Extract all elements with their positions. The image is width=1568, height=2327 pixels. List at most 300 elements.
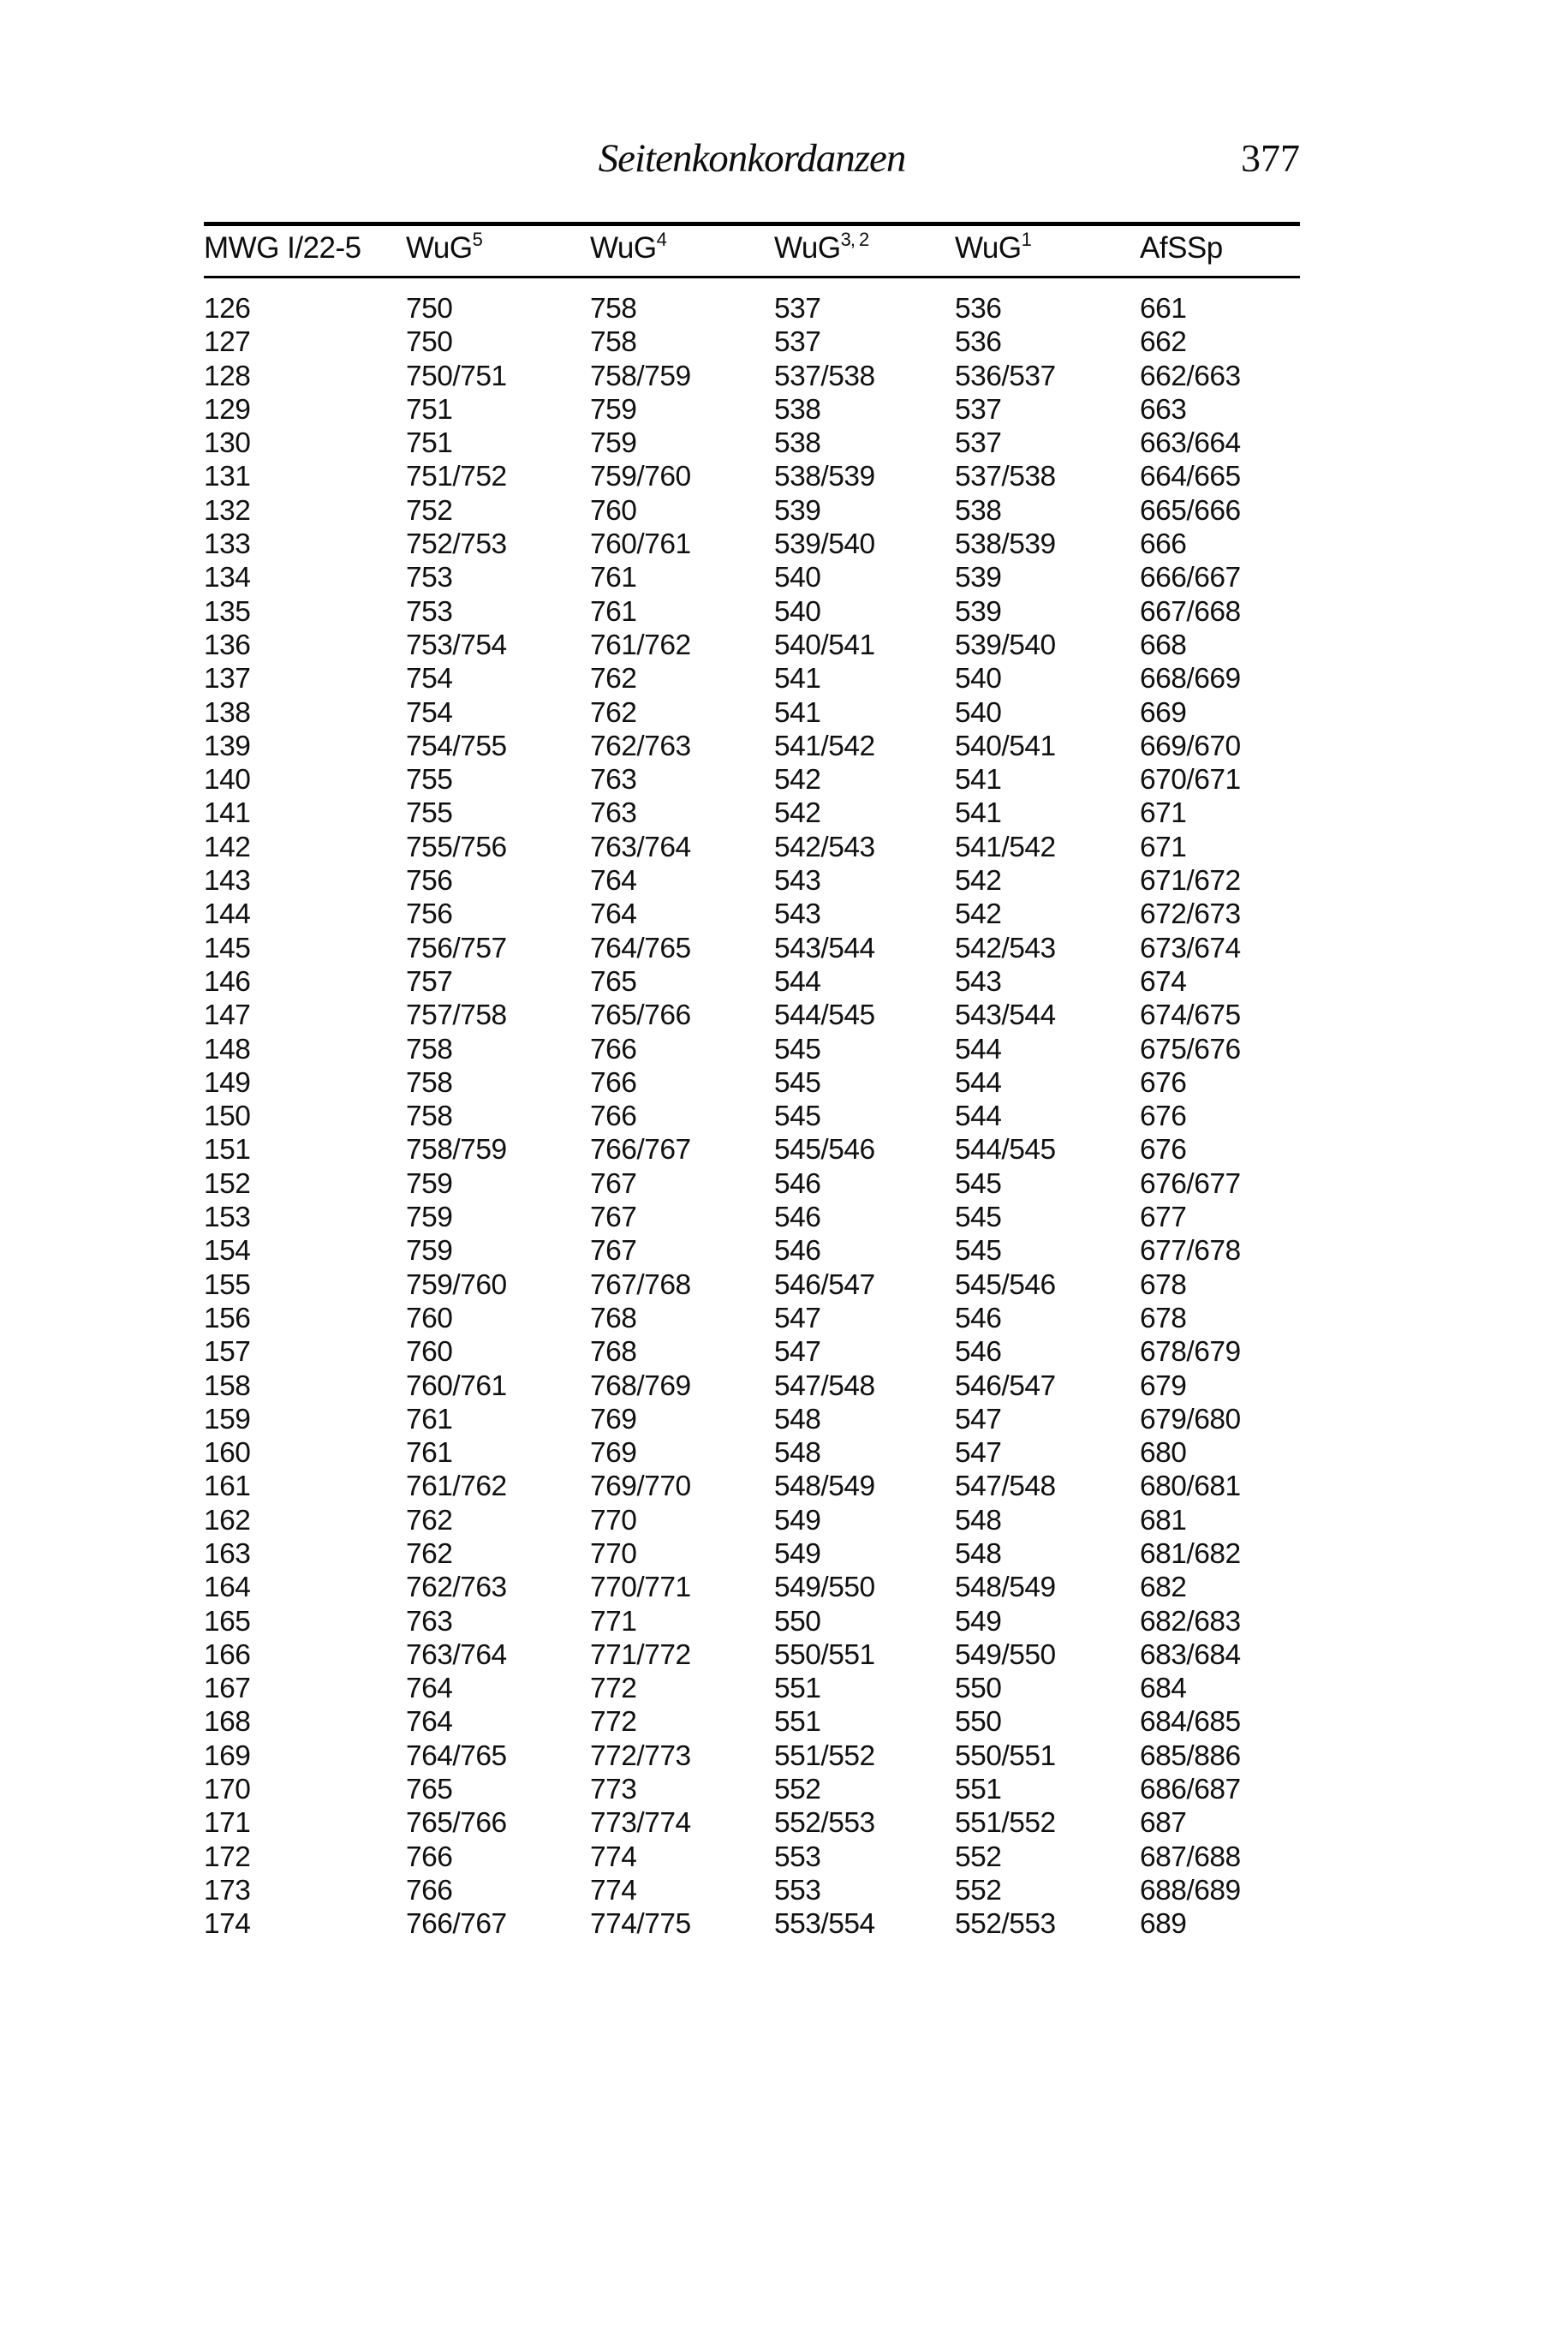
table-cell: 763/764: [406, 1638, 507, 1671]
table-row: [204, 662, 1300, 695]
table-cell: 538: [774, 393, 821, 426]
table-cell: 171: [204, 1807, 251, 1840]
table-cell: 759: [590, 427, 637, 460]
table-cell: 765/766: [590, 999, 691, 1032]
table-cell: 137: [204, 663, 251, 695]
table-cell: 679/680: [1140, 1403, 1241, 1435]
table-body: [204, 292, 1300, 1942]
table-row: [204, 1705, 1300, 1739]
table-cell: 543: [955, 965, 1002, 998]
table-cell: 774/775: [590, 1908, 691, 1941]
table-row: [204, 360, 1300, 393]
table-cell: 764/765: [406, 1739, 507, 1772]
table-cell: 667/668: [1140, 595, 1241, 628]
table-cell: 547: [955, 1437, 1002, 1470]
table-cell: 549/550: [955, 1638, 1056, 1671]
table-row: [204, 864, 1300, 898]
table-row: [204, 393, 1300, 427]
table-row: [204, 1066, 1300, 1100]
table-row: [204, 797, 1300, 830]
table-cell: 552: [774, 1774, 821, 1806]
table-row: [204, 1369, 1300, 1403]
table-cell: 763: [406, 1605, 453, 1638]
table-row: [204, 1133, 1300, 1166]
table-cell: 758/759: [406, 1134, 507, 1166]
table-cell: 761/762: [406, 1471, 507, 1503]
table-cell: 539/540: [774, 528, 875, 561]
table-cell: 548: [955, 1537, 1002, 1570]
table-cell: 170: [204, 1774, 251, 1806]
table-row: [204, 696, 1300, 730]
table-cell: 768: [590, 1302, 637, 1334]
table-row: [204, 730, 1300, 763]
table-cell: 669: [1140, 696, 1187, 729]
table-cell: 766/767: [406, 1908, 507, 1941]
table-cell: 772/773: [590, 1739, 691, 1772]
table-cell: 545: [955, 1202, 1002, 1234]
table-cell: 546: [774, 1202, 821, 1234]
table-cell: 540: [774, 562, 821, 594]
table-cell: 545: [774, 1101, 821, 1133]
table-cell: 149: [204, 1066, 251, 1099]
table-cell: 766: [406, 1841, 453, 1873]
table-row: [204, 1302, 1300, 1335]
page-title: Seitenkonkordanzen: [598, 136, 906, 181]
table-cell: 687/688: [1140, 1841, 1241, 1873]
table-cell: 677: [1140, 1202, 1187, 1234]
table-cell: 540: [774, 595, 821, 628]
table-cell: 542: [955, 865, 1002, 898]
table-cell: 750/751: [406, 360, 507, 392]
table-cell: 765: [590, 965, 637, 998]
table-cell: 541/542: [955, 831, 1056, 863]
table-cell: 541: [774, 696, 821, 729]
running-head: [204, 135, 1300, 180]
table-cell: 536: [955, 293, 1002, 325]
table-cell: 753: [406, 595, 453, 628]
table-cell: 758: [590, 326, 637, 359]
table-cell: 168: [204, 1706, 251, 1739]
table-cell: 541: [955, 764, 1002, 797]
table-cell: 672/673: [1140, 898, 1241, 931]
table-cell: 769/770: [590, 1471, 691, 1503]
table-cell: 550: [774, 1605, 821, 1638]
table-cell: 758: [406, 1066, 453, 1099]
table-cell: 760: [406, 1336, 453, 1369]
table-cell: 545: [774, 1066, 821, 1099]
table-cell: 172: [204, 1841, 251, 1873]
table-row: [204, 898, 1300, 931]
table-cell: 148: [204, 1033, 251, 1065]
table-cell: 772: [590, 1706, 637, 1739]
table-cell: 678: [1140, 1302, 1187, 1334]
table-cell: 756/757: [406, 932, 507, 964]
column-header-wug4: WuG$^4$: [590, 229, 666, 265]
table-cell: 668/669: [1140, 663, 1241, 695]
table-cell: 536: [955, 326, 1002, 359]
table-cell: 544: [955, 1066, 1002, 1099]
table-cell: 760: [590, 494, 637, 527]
table-cell: 543/544: [774, 932, 875, 964]
table-row: [204, 1537, 1300, 1571]
table-cell: 552/553: [774, 1807, 875, 1840]
table-cell: 146: [204, 965, 251, 998]
table-cell: 689: [1140, 1908, 1187, 1941]
table-cell: 763: [590, 764, 637, 797]
table-cell: 768: [590, 1336, 637, 1369]
table-cell: 770: [590, 1504, 637, 1536]
table-cell: 761/762: [590, 629, 691, 661]
table-cell: 153: [204, 1202, 251, 1234]
table-cell: 553: [774, 1841, 821, 1873]
table-row: [204, 1672, 1300, 1705]
table-cell: 536/537: [955, 360, 1056, 392]
table-cell: 761: [590, 595, 637, 628]
table-row: [204, 965, 1300, 999]
table-cell: 546: [774, 1235, 821, 1268]
table-cell: 680: [1140, 1437, 1187, 1470]
table-cell: 157: [204, 1336, 251, 1369]
table-cell: 765/766: [406, 1807, 507, 1840]
table-row: [204, 325, 1300, 359]
table-cell: 662/663: [1140, 360, 1241, 392]
table-cell: 543: [774, 865, 821, 898]
table-cell: 764/765: [590, 932, 691, 964]
table-cell: 674: [1140, 965, 1187, 998]
table-row: [204, 1638, 1300, 1672]
table-cell: 678: [1140, 1268, 1187, 1301]
table-cell: 553/554: [774, 1908, 875, 1941]
table-row: [204, 932, 1300, 965]
table-cell: 543: [774, 898, 821, 931]
table-row: [204, 1167, 1300, 1201]
column-header-wug3-2: WuG$^{3, 2}$: [774, 229, 869, 265]
table-cell: 126: [204, 293, 251, 325]
table-cell: 758: [590, 293, 637, 325]
table-cell: 769: [590, 1437, 637, 1470]
table-cell: 761: [406, 1403, 453, 1435]
table-cell: 158: [204, 1369, 251, 1402]
table-cell: 682: [1140, 1572, 1187, 1604]
table-cell: 128: [204, 360, 251, 392]
table-cell: 762/763: [406, 1572, 507, 1604]
table-cell: 167: [204, 1673, 251, 1705]
table-cell: 539: [955, 562, 1002, 594]
table-cell: 539: [774, 494, 821, 527]
column-header-wug1: WuG$^1$: [955, 229, 1031, 265]
table-cell: 774: [590, 1841, 637, 1873]
table-cell: 760/761: [590, 528, 691, 561]
table-cell: 537/538: [955, 461, 1056, 493]
table-cell: 154: [204, 1235, 251, 1268]
table-row: [204, 561, 1300, 594]
table-cell: 135: [204, 595, 251, 628]
table-row: [204, 427, 1300, 460]
table-cell: 129: [204, 393, 251, 426]
table-cell: 166: [204, 1638, 251, 1671]
table-cell: 769: [590, 1403, 637, 1435]
table-cell: 663: [1140, 393, 1187, 426]
table-cell: 666: [1140, 528, 1187, 561]
table-cell: 758: [406, 1101, 453, 1133]
table-cell: 550: [955, 1673, 1002, 1705]
table-cell: 754: [406, 663, 453, 695]
table-cell: 668: [1140, 629, 1187, 661]
table-cell: 766/767: [590, 1134, 691, 1166]
table-cell: 759: [590, 393, 637, 426]
table-cell: 760: [406, 1302, 453, 1334]
table-cell: 552: [955, 1874, 1002, 1906]
table-header-rule: [204, 276, 1300, 278]
table-cell: 762: [406, 1504, 453, 1536]
table-row: [204, 1504, 1300, 1537]
table-cell: 547: [955, 1403, 1002, 1435]
table-row: [204, 1436, 1300, 1470]
table-cell: 540: [955, 663, 1002, 695]
table-cell: 773/774: [590, 1807, 691, 1840]
table-cell: 756: [406, 898, 453, 931]
table-cell: 538: [774, 427, 821, 460]
table-cell: 762/763: [590, 730, 691, 762]
table-cell: 663/664: [1140, 427, 1241, 460]
table-cell: 545: [774, 1033, 821, 1065]
table-cell: 547/548: [774, 1369, 875, 1402]
table-header-row: [204, 231, 1300, 266]
table-cell: 679: [1140, 1369, 1187, 1402]
table-cell: 541: [774, 663, 821, 695]
table-cell: 144: [204, 898, 251, 931]
table-cell: 761: [590, 562, 637, 594]
table-cell: 671/672: [1140, 865, 1241, 898]
table-cell: 550/551: [774, 1638, 875, 1671]
table-cell: 547: [774, 1302, 821, 1334]
table-row: [204, 1234, 1300, 1268]
table-cell: 677/678: [1140, 1235, 1241, 1268]
table-cell: 760/761: [406, 1369, 507, 1402]
table-cell: 543/544: [955, 999, 1056, 1032]
table-cell: 549/550: [774, 1572, 875, 1604]
table-cell: 150: [204, 1101, 251, 1133]
table-cell: 767: [590, 1202, 637, 1234]
table-cell: 770: [590, 1537, 637, 1570]
table-row: [204, 1605, 1300, 1638]
table-row: [204, 1201, 1300, 1234]
table-cell: 165: [204, 1605, 251, 1638]
table-row: [204, 1335, 1300, 1369]
table-cell: 548/549: [955, 1572, 1056, 1604]
page-number: 377: [1241, 136, 1300, 180]
table-cell: 174: [204, 1908, 251, 1941]
table-cell: 687: [1140, 1807, 1187, 1840]
table-cell: 538: [955, 494, 1002, 527]
table-cell: 681: [1140, 1504, 1187, 1536]
table-cell: 759: [406, 1167, 453, 1200]
table-cell: 159: [204, 1403, 251, 1435]
table-cell: 754: [406, 696, 453, 729]
table-cell: 537: [955, 427, 1002, 460]
table-cell: 676/677: [1140, 1167, 1241, 1200]
table-cell: 754/755: [406, 730, 507, 762]
table-cell: 546/547: [955, 1369, 1056, 1402]
table-cell: 539: [955, 595, 1002, 628]
table-cell: 750: [406, 326, 453, 359]
table-cell: 541: [955, 797, 1002, 830]
table-row: [204, 1773, 1300, 1806]
table-cell: 162: [204, 1504, 251, 1536]
table-cell: 542/543: [955, 932, 1056, 964]
table-cell: 164: [204, 1572, 251, 1604]
table-cell: 546: [955, 1336, 1002, 1369]
table-cell: 759/760: [590, 461, 691, 493]
table-cell: 762: [406, 1537, 453, 1570]
table-cell: 666/667: [1140, 562, 1241, 594]
table-cell: 173: [204, 1874, 251, 1906]
table-cell: 547/548: [955, 1471, 1056, 1503]
table-cell: 163: [204, 1537, 251, 1570]
table-cell: 551: [955, 1774, 1002, 1806]
table-cell: 758: [406, 1033, 453, 1065]
table-row: [204, 831, 1300, 864]
table-cell: 752/753: [406, 528, 507, 561]
table-cell: 551: [774, 1706, 821, 1739]
table-row: [204, 528, 1300, 561]
table-cell: 758/759: [590, 360, 691, 392]
table-cell: 774: [590, 1874, 637, 1906]
table-cell: 675/676: [1140, 1033, 1241, 1065]
table-cell: 155: [204, 1268, 251, 1301]
table-cell: 753/754: [406, 629, 507, 661]
table-top-rule: [204, 222, 1300, 226]
table-cell: 756: [406, 865, 453, 898]
table-cell: 676: [1140, 1101, 1187, 1133]
table-row: [204, 460, 1300, 493]
table-cell: 765: [406, 1774, 453, 1806]
table-row: [204, 1571, 1300, 1604]
column-header-afssp: AfSSp: [1140, 231, 1223, 265]
table-cell: 684: [1140, 1673, 1187, 1705]
table-cell: 662: [1140, 326, 1187, 359]
table-cell: 767: [590, 1235, 637, 1268]
table-cell: 550/551: [955, 1739, 1056, 1772]
table-cell: 766: [590, 1033, 637, 1065]
table-cell: 156: [204, 1302, 251, 1334]
table-cell: 757: [406, 965, 453, 998]
table-cell: 551/552: [955, 1807, 1056, 1840]
table-cell: 750: [406, 293, 453, 325]
table-cell: 763: [590, 797, 637, 830]
table-cell: 753: [406, 562, 453, 594]
table-cell: 751: [406, 427, 453, 460]
table-cell: 764: [590, 898, 637, 931]
table-cell: 761: [406, 1437, 453, 1470]
table-cell: 759/760: [406, 1268, 507, 1301]
table-cell: 552/553: [955, 1908, 1056, 1941]
table-cell: 751/752: [406, 461, 507, 493]
table-row: [204, 1739, 1300, 1773]
table-cell: 134: [204, 562, 251, 594]
table-row: [204, 1907, 1300, 1941]
table-cell: 544/545: [955, 1134, 1056, 1166]
table-cell: 542/543: [774, 831, 875, 863]
table-cell: 541/542: [774, 730, 875, 762]
table-cell: 538/539: [955, 528, 1056, 561]
table-row: [204, 1806, 1300, 1840]
table-row: [204, 1268, 1300, 1302]
table-row: [204, 494, 1300, 528]
table-cell: 131: [204, 461, 251, 493]
table-row: [204, 763, 1300, 797]
table-cell: 138: [204, 696, 251, 729]
table-cell: 142: [204, 831, 251, 863]
table-cell: 151: [204, 1134, 251, 1166]
table-cell: 141: [204, 797, 251, 830]
table-cell: 544/545: [774, 999, 875, 1032]
table-cell: 538/539: [774, 461, 875, 493]
table-row: [204, 595, 1300, 629]
table-cell: 755: [406, 797, 453, 830]
table-cell: 757/758: [406, 999, 507, 1032]
table-cell: 161: [204, 1471, 251, 1503]
table-cell: 549: [774, 1537, 821, 1570]
table-cell: 546: [955, 1302, 1002, 1334]
table-cell: 547: [774, 1336, 821, 1369]
table-cell: 759: [406, 1202, 453, 1234]
table-cell: 537: [774, 326, 821, 359]
table-cell: 545/546: [774, 1134, 875, 1166]
table-cell: 682/683: [1140, 1605, 1241, 1638]
table-cell: 665/666: [1140, 494, 1241, 527]
table-cell: 145: [204, 932, 251, 964]
table-cell: 542: [955, 898, 1002, 931]
table-cell: 169: [204, 1739, 251, 1772]
table-cell: 766: [590, 1101, 637, 1133]
table-cell: 544: [774, 965, 821, 998]
table-cell: 152: [204, 1167, 251, 1200]
table-cell: 544: [955, 1033, 1002, 1065]
table-cell: 752: [406, 494, 453, 527]
table-cell: 546/547: [774, 1268, 875, 1301]
table-cell: 139: [204, 730, 251, 762]
table-cell: 763/764: [590, 831, 691, 863]
table-cell: 670/671: [1140, 764, 1241, 797]
table-cell: 686/687: [1140, 1774, 1241, 1806]
table-cell: 685/886: [1140, 1739, 1241, 1772]
table-row: [204, 1100, 1300, 1133]
table-cell: 678/679: [1140, 1336, 1241, 1369]
table-cell: 540/541: [774, 629, 875, 661]
table-cell: 771: [590, 1605, 637, 1638]
table-cell: 674/675: [1140, 999, 1241, 1032]
table-cell: 546: [774, 1167, 821, 1200]
table-cell: 140: [204, 764, 251, 797]
table-cell: 540/541: [955, 730, 1056, 762]
column-header-mwg: MWG I/22-5: [204, 231, 361, 265]
table-row: [204, 1470, 1300, 1503]
table-cell: 132: [204, 494, 251, 527]
table-cell: 539/540: [955, 629, 1056, 661]
table-cell: 661: [1140, 293, 1187, 325]
table-cell: 548: [774, 1437, 821, 1470]
table-cell: 664/665: [1140, 461, 1241, 493]
table-cell: 683/684: [1140, 1638, 1241, 1671]
table-cell: 684/685: [1140, 1706, 1241, 1739]
table-cell: 548: [955, 1504, 1002, 1536]
table-cell: 759: [406, 1235, 453, 1268]
table-cell: 552: [955, 1841, 1002, 1873]
table-cell: 548/549: [774, 1471, 875, 1503]
table-cell: 537/538: [774, 360, 875, 392]
table-cell: 130: [204, 427, 251, 460]
